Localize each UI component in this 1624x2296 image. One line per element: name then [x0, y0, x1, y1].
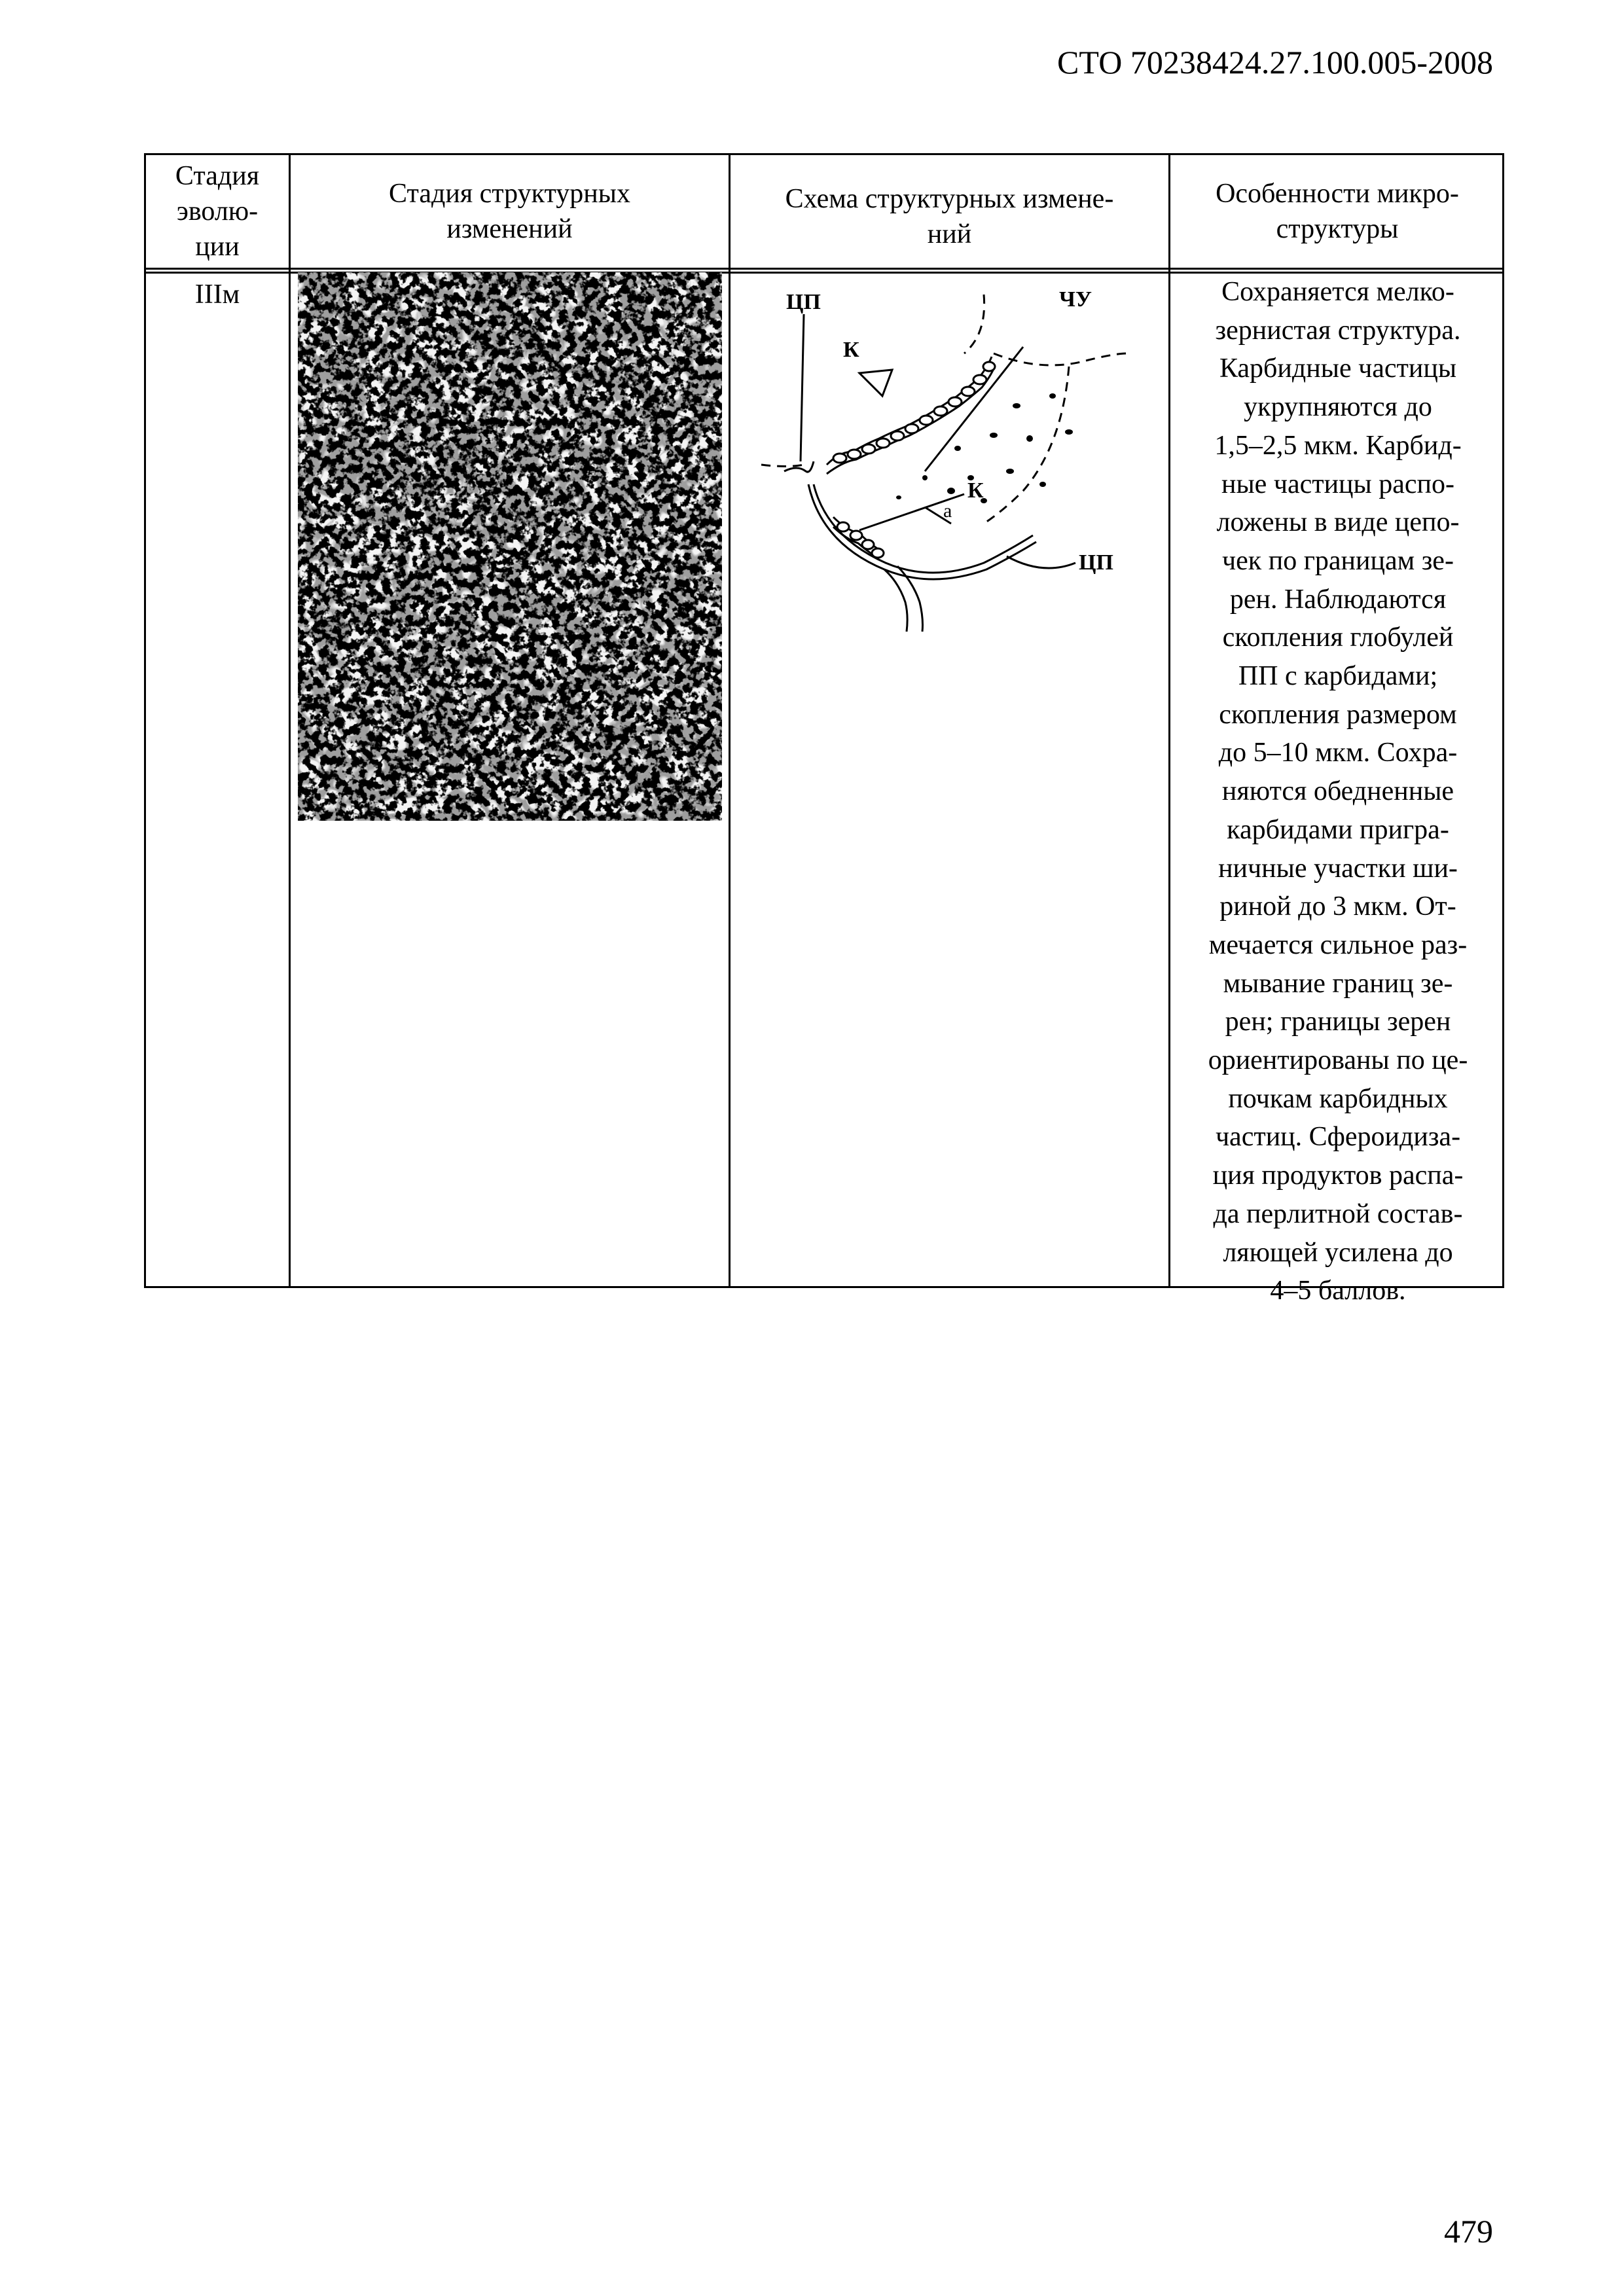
label-a: а [943, 500, 952, 522]
label-cp-top: ЦП [786, 290, 821, 314]
structure-table [144, 153, 1504, 1306]
structural-change-scheme [735, 275, 1167, 668]
label-cp-bottom: ЦП [1079, 550, 1113, 575]
label-k-mid: К [967, 478, 984, 503]
column-header-microstructure: Особенности микро- структуры [1216, 179, 1459, 244]
label-k-top: К [843, 338, 859, 362]
label-chu: ЧУ [1059, 287, 1092, 312]
microstructure-description: Сохраняется мелко- зернистая структура. Карбидные частицы укрупняются до 1,5–2,5 мкм. Карбид- ные частицы распо- ложены в виде цепо- чек по границам зе- рен. Наблюдаются скопления глобулей ПП с карбидами; скопления размером до 5–10 мкм. Сохра- няются обедненные карбидами пригра- ничные участки ши- риной до 3 мкм. От- мечается сильное раз- мывание границ зе- рен; границы зерен ориентированы по це- почкам карбидных частиц. Сфероидиза- ция продуктов распа- да перлитной состав- ляющей усилена до 4–5 баллов. [1208, 277, 1468, 1306]
document-code: СТО 70238424.27.100.005-2008 [1057, 44, 1493, 81]
column-header-evolution-stage: Стадия эволю- ции [175, 161, 260, 262]
micrograph-image [298, 272, 722, 821]
page-number: 479 [1444, 2213, 1493, 2250]
stage-code: IIIм [194, 279, 240, 310]
column-header-structural-stage: Стадия структурных изменений [389, 179, 630, 244]
column-header-scheme: Схема структурных измене- ний [785, 184, 1114, 249]
